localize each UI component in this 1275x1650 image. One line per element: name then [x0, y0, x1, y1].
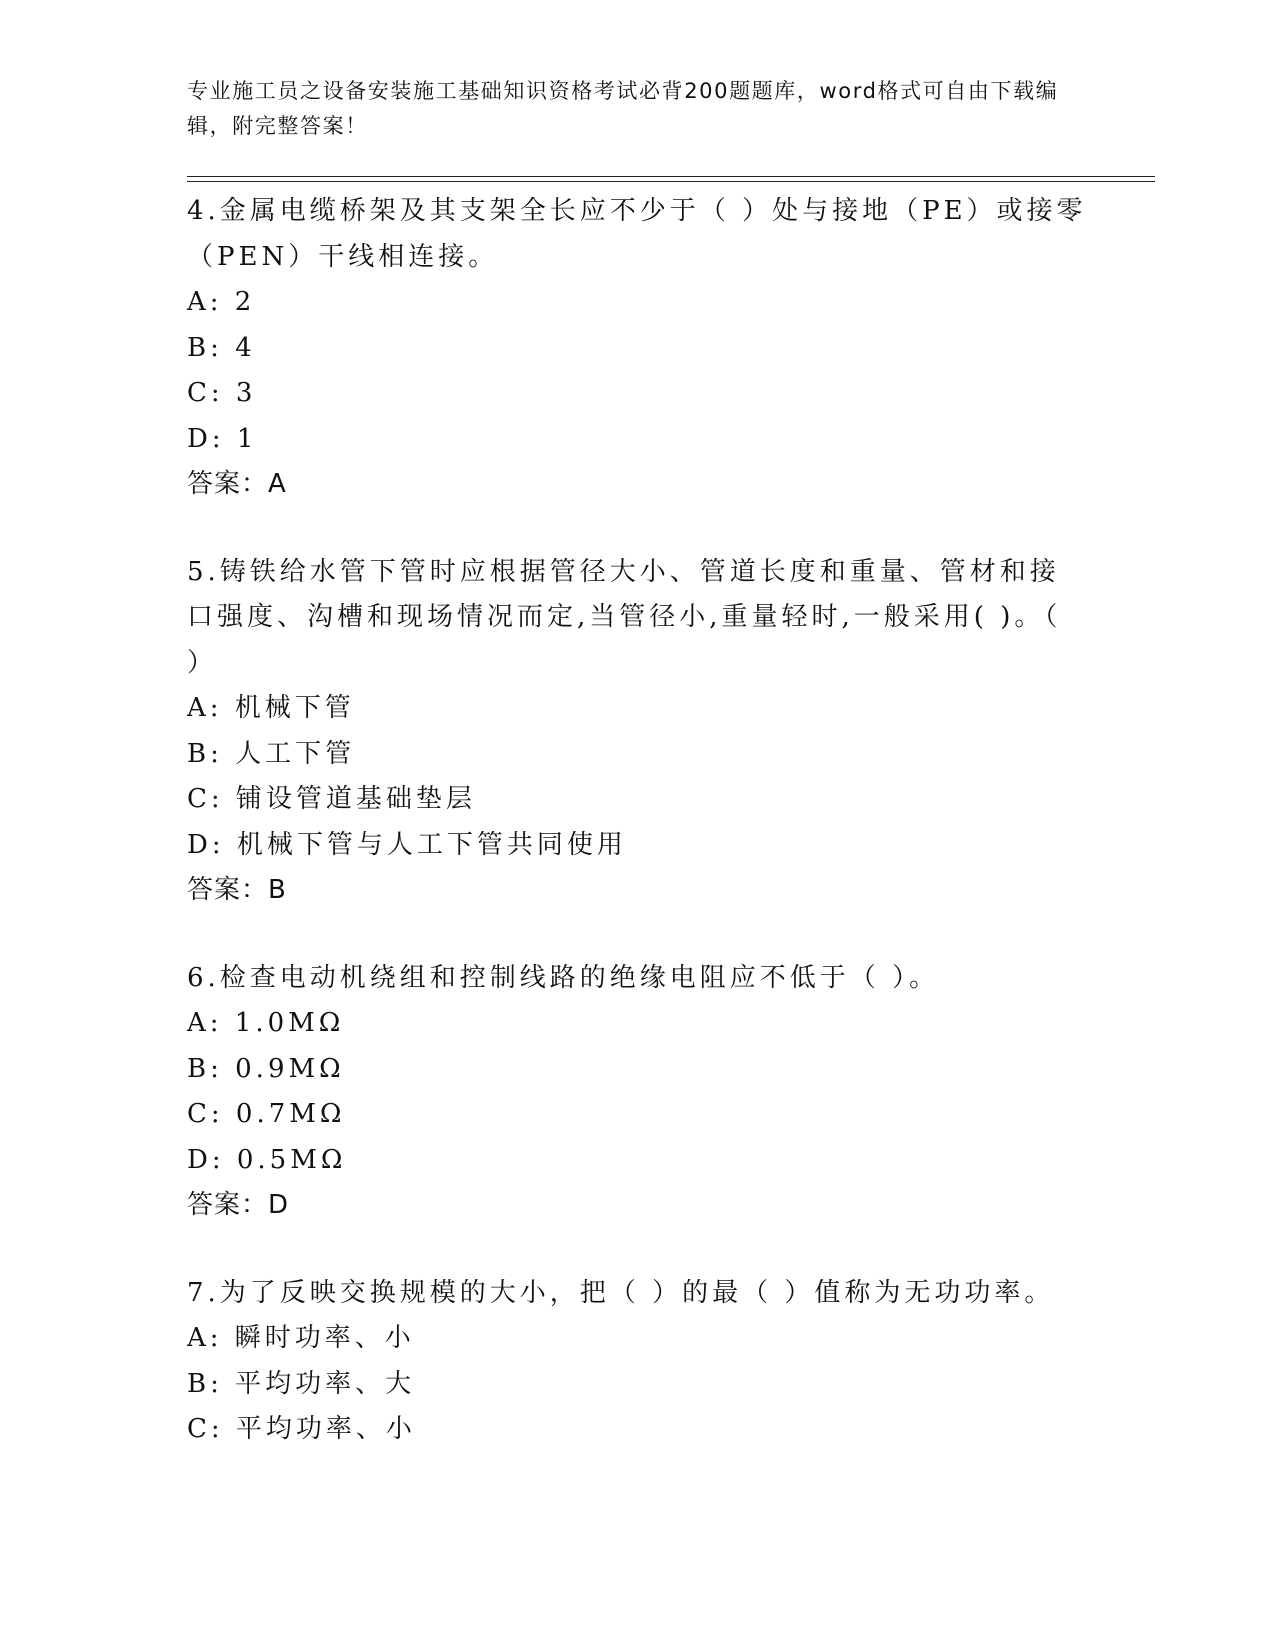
option-c: C: 平均功率、小: [187, 1414, 416, 1444]
document-header: 专业施工员之设备安装施工基础知识资格考试必背200题题库，word格式可自由下载编辑，附完整答案！: [187, 79, 1059, 138]
question-text: 6.检查电动机绕组和控制线路的绝缘电阻应不低于（ ）。: [187, 962, 940, 993]
header-divider-top: [187, 176, 1155, 177]
answer-line: 答案：D: [187, 1190, 290, 1220]
option-d: D: 1: [187, 423, 258, 454]
question-list: [187, 189, 1087, 1495]
question-text: 4.金属电缆桥架及其支架全长应不少于（ ）处与接地（PE）或接零（PEN）干线相连接。: [187, 196, 1087, 272]
answer-line: 答案：A: [187, 469, 287, 499]
option-a: A: 1.0MΩ: [187, 1008, 345, 1038]
question-7: [187, 1271, 1087, 1453]
option-d: D: 0.5MΩ: [187, 1144, 347, 1175]
option-b: B: 4: [187, 332, 256, 363]
answer-line: 答案：B: [187, 875, 287, 905]
option-c: C: 3: [187, 378, 257, 408]
option-c: C: 0.7MΩ: [187, 1099, 346, 1129]
option-a: A: 瞬时功率、小: [187, 1323, 415, 1353]
question-text: 5.铸铁给水管下管时应根据管径大小、管道长度和重量、管材和接口强度、沟槽和现场情况而定,当管径小,重量轻时,一般采用( )。（ ）: [187, 556, 1062, 678]
option-c: C: 铺设管道基础垫层: [187, 784, 476, 814]
option-b: B: 0.9MΩ: [187, 1053, 345, 1084]
header-divider-bottom: [187, 181, 1155, 182]
option-d: D: 机械下管与人工下管共同使用: [187, 829, 627, 860]
option-b: B: 平均功率、大: [187, 1368, 416, 1399]
option-a: A: 机械下管: [187, 693, 355, 723]
option-a: A: 2: [187, 287, 256, 317]
question-6: [187, 956, 1087, 1229]
question-4: [187, 189, 1087, 508]
option-b: B: 人工下管: [187, 738, 356, 769]
question-5: [187, 550, 1087, 914]
question-text: 7.为了反映交换规模的大小，把（ ）的最（ ）值称为无功功率。: [187, 1277, 1055, 1308]
